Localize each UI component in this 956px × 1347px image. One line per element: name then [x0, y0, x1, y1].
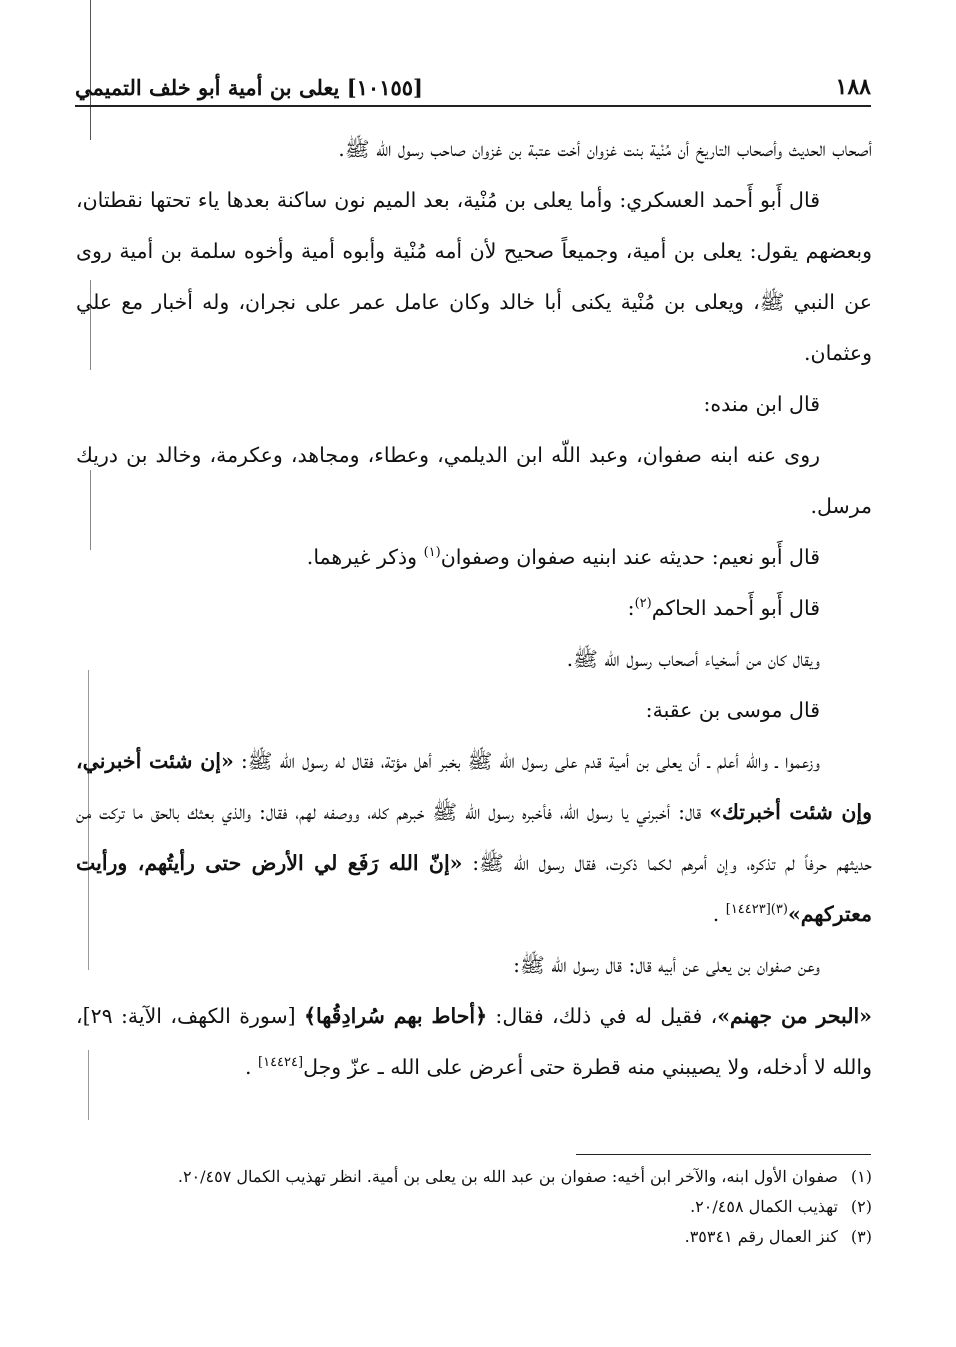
paragraph: قال ابن منده: [703, 392, 820, 416]
header-rule [75, 105, 871, 107]
footnote [76, 1162, 872, 1192]
footnote-text: كنز العمال رقم ٣٥٣٤١. [684, 1227, 838, 1246]
running-title: [١٠١٥٥] يعلى بن أمية أبو خلف التميمي [75, 75, 423, 100]
paragraph: روى عنه ابنه صفوان، وعبد اللّه ابن الديلمي، وعطاء، ومجاهد، وعكرمة، وخالد بن دريك مرسل. [76, 443, 872, 518]
paragraph [76, 583, 872, 634]
footnote-number: (٣) [850, 1227, 872, 1246]
footnote [76, 1192, 872, 1222]
paragraph-text: ، فقيل له في ذلك، فقال: [487, 1004, 718, 1028]
paragraph-text: . [244, 1055, 259, 1079]
paragraph: قال موسى بن عقبة: [645, 698, 820, 722]
paragraph-text: : [627, 596, 635, 620]
paragraph [76, 532, 872, 583]
footnote-ref[interactable]: (١) [423, 545, 441, 561]
paragraph-text: قال أَبو أَحمد الحاكم [651, 596, 820, 620]
hadith-quote: «إن شئت أخبرني، وإن شئت أخبرتك» [76, 749, 872, 824]
hadith-quote: «إنّ الله رَفَع لي الأرض حتى رأيتُهم، ورأيت معتركهم» [76, 851, 872, 926]
footnote-ref[interactable]: (٢) [634, 596, 652, 612]
footnote-rule [576, 1154, 871, 1155]
footnote-text: تهذيب الكمال ٢٠/٤٥٨. [690, 1197, 838, 1216]
paragraph-text: [سورة الكهف، الآية: ٢٩]، والله لا أدخله، ولا يصيبني منه قطرة حتى أعرض على الله ـ عزّ وجل [76, 1004, 872, 1079]
footnote-number: (١) [850, 1167, 872, 1186]
main-text [76, 124, 872, 1093]
paragraph-text: قال: أخبرني يا رسول الله، فأخبره رسول الله ﷺ خبرهم كله، ووصفه لهم، فقال: والذي بعثك بالحق ما تركت من حديثهم حرفاً لم تذكره، وإن أمرهم لكما ذكرت، فقال رسول الله ﷺ: [76, 800, 872, 875]
footnote-ref[interactable]: (٣)[١٤٤٢٣] [725, 902, 788, 918]
paragraph: وعن صفوان بن يعلى عن أبيه قال: قال رسول الله ﷺ: [513, 953, 820, 977]
paragraph-text: وذكر غيرهما. [306, 545, 424, 569]
quran-quote: ﴿أحاط بهم سُرادِقُها﴾ [303, 1004, 488, 1028]
footnote-text: صفوان الأول ابنه، والآخر ابن أخيه: صفوان بن عبد الله بن يعلى بن أمية. انظر تهذيب الكمال ٢٠/٤٥٧. [177, 1167, 838, 1186]
paragraph: أصحاب الحديث وأصحاب التاريخ أن مُنْية بنت غزوان أخت عتبة بن غزوان صاحب رسول الله ﷺ. [338, 137, 872, 161]
footnote-ref[interactable]: [١٤٤٢٤] [258, 1055, 304, 1071]
paragraph: قال أَبو أَحمد العسكري: وأما يعلى بن مُنْية، بعد الميم نون ساكنة بعدها ياء تحتها نقطتان، وبعضهم يقول: يعلى بن أمية، وجميعاً صحيح لأن أمه مُنْية وأبوه أمية وأخوه سلمة بن أمية روى عن النبي ﷺ، ويعلى بن مُنْية يكنى أبا خالد وكان عامل عمر على نجران، وله أخبار مع علي وعثمان. [76, 188, 872, 365]
paragraph: ويقال كان من أسخياء أصحاب رسول الله ﷺ. [566, 647, 820, 671]
page-number: ١٨٨ [835, 74, 871, 100]
footnotes [76, 1162, 872, 1252]
paragraph [76, 736, 872, 940]
footnote [76, 1222, 872, 1252]
paragraph-text: قال أَبو نعيم: حديثه عند ابنيه صفوان وصفوان [440, 545, 820, 569]
paragraph [76, 991, 872, 1093]
hadith-quote: «البحر من جهنم» [717, 1004, 872, 1028]
paragraph-text: . [712, 902, 726, 926]
paragraph-text: وزعموا ـ والله أعلم ـ أن يعلى بن أمية قدم على رسول الله ﷺ بخبر أهل مؤتة، فقال له رسول الله ﷺ: [233, 749, 820, 773]
page-header [75, 66, 871, 100]
footnote-number: (٢) [850, 1197, 872, 1216]
